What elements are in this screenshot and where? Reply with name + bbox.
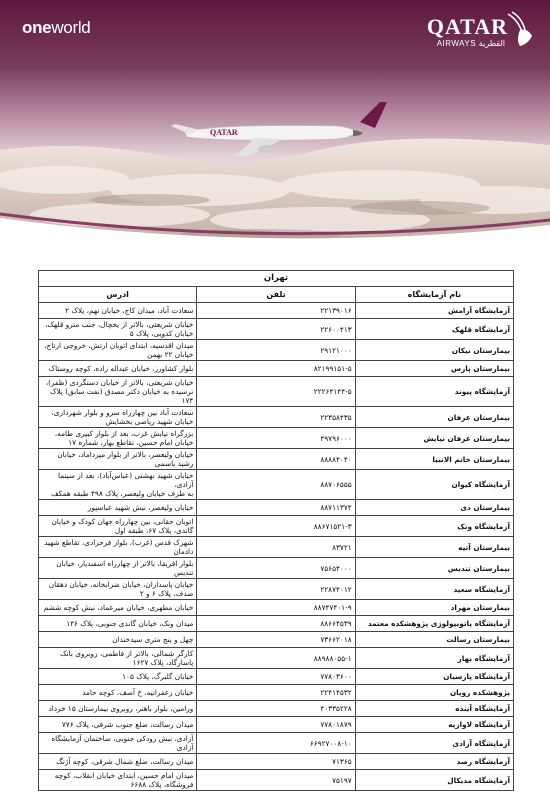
cell-address: خیابان ولیعصر، نبش شهید عباسپور — [39, 500, 197, 516]
cell-address: خیابان شهید بهشتی (عباس‌آباد)، بعد از سینما آزادی، به طرف خیابان ولیعصر، پلاک ۴۹۸ طبقه همکف — [39, 470, 197, 500]
cell-name: آزمایشگاه سعید — [355, 579, 513, 600]
table-row — [39, 407, 514, 428]
cell-name: آزمایشگاه قلهک — [355, 319, 513, 340]
table-row — [39, 685, 514, 701]
cell-phone: ۸۸۸۸۴۰۴۰ — [197, 449, 355, 470]
cell-phone: ۸۸۷۴۷۴۰۱-۹ — [197, 600, 355, 616]
cell-address: خیابان گلبرگ، پلاک ۱۰۵ — [39, 669, 197, 685]
cell-phone: ۷۷۸۰۳۶۰۰ — [197, 669, 355, 685]
cell-name: آزمایشگاه مدیکال — [355, 770, 513, 791]
cell-name: بیمارستان عرفان نیایش — [355, 428, 513, 449]
oneworld-logo: oneworld — [22, 18, 91, 37]
laboratories-table — [38, 270, 514, 791]
cell-address: میدان اقدسیه، ابتدای اتوبان ارتش، خروجی ارتاج، خیابان ۲۲ بهمن — [39, 340, 197, 361]
table-row — [39, 537, 514, 558]
table-body — [39, 303, 514, 791]
cell-name: بیمارستان رسالت — [355, 632, 513, 648]
cell-phone: ۸۳۷۲۱ — [197, 537, 355, 558]
cell-name: آزمایشگاه لاوازیه — [355, 717, 513, 733]
cell-address: خیابان پاسداران، خیابان ضرابخانه، خیابان دهقان صدف، پلاک ۶ و ۲ — [39, 579, 197, 600]
cell-phone: ۷۳۶۶۲۰۱۸ — [197, 632, 355, 648]
cell-address: اتوبان حقانی، بین چهارراه جهان کودک و خیابان گاندی، پلاک ۶۷، طبقه اول — [39, 516, 197, 537]
cell-name: آزمایشگاه پاتوبیولوژی پژوهشکده معتمد — [355, 616, 513, 632]
cell-address: میدان امام حسین، ابتدای خیابان انقلاب، کوچه فروشگاه، پلاک ۶۶۸۸ — [39, 770, 197, 791]
cell-phone: ۸۸۶۶۴۵۳۹ — [197, 616, 355, 632]
banner — [0, 0, 550, 262]
column-header-address: ادرس — [39, 287, 197, 303]
cell-phone: ۴۰۳۳۵۲۲۸ — [197, 701, 355, 717]
cell-address: خیابان ولیعصر، بالاتر از بلوار میرداماد، خیابان رشید یاسمی — [39, 449, 197, 470]
table-row — [39, 319, 514, 340]
cell-phone: ۷۵۶۵۴۰۰۰ — [197, 558, 355, 579]
cell-address: میدان رسالت، ضلع شمال شرقی، کوچه آژنگ — [39, 754, 197, 770]
table-row — [39, 361, 514, 377]
cell-phone: ۸۸۷۱۱۳۷۴ — [197, 500, 355, 516]
cell-name: بیمارستان دی — [355, 500, 513, 516]
cell-name: بیمارستان آتیه — [355, 537, 513, 558]
table-row — [39, 632, 514, 648]
cell-name: آزمایشگاه رصد — [355, 754, 513, 770]
cell-phone: ۷۷۸۰۱۸۷۹ — [197, 717, 355, 733]
table-row — [39, 717, 514, 733]
cell-address: بلوار افریقا، بالاتر از چهارراه اسفندیار، خیابان تندیس — [39, 558, 197, 579]
table-row — [39, 558, 514, 579]
table-row — [39, 340, 514, 361]
cell-name: بیمارستان تندیس — [355, 558, 513, 579]
cell-name: آزمایشگاه ونک — [355, 516, 513, 537]
cell-name: آزمایشگاه کیوان — [355, 470, 513, 500]
cell-phone: ۲۲۸۷۴۰۱۲ — [197, 579, 355, 600]
cell-name: آزمایشگاه بهار — [355, 648, 513, 669]
cell-phone: ۴۹۷۹۶۰۰۰ — [197, 428, 355, 449]
table-row — [39, 449, 514, 470]
cell-address: شهرک قدس (غرب)، بلوار فرحزادی، تقاطع شهید دادمان — [39, 537, 197, 558]
table-row — [39, 648, 514, 669]
cell-name: بیمارستان پارس — [355, 361, 513, 377]
cell-phone: ۲۲۲۶۴۱۴۴-۵ — [197, 377, 355, 407]
cell-address: کارگر شمالی، بالاتر از فاطمی، روبروی بانک پاسارگاد، پلاک ۱۶۲۷ — [39, 648, 197, 669]
cell-phone: ۷۵۱۹۷ — [197, 770, 355, 791]
table-row — [39, 516, 514, 537]
cell-phone: ۸۲۱۹۹۱۵۱-۵ — [197, 361, 355, 377]
cell-name: بیمارستان مهراد — [355, 600, 513, 616]
table-row — [39, 303, 514, 319]
cell-phone: ۲۲۴۱۴۵۳۲ — [197, 685, 355, 701]
column-header-name: نام آزمایشگاه — [355, 287, 513, 303]
cell-address: میدان رسالت، ضلع جنوب شرقی، پلاک ۷۷۶ — [39, 717, 197, 733]
cell-phone: ۲۲۶۰۰۴۱۳ — [197, 319, 355, 340]
qatar-airways-subtitle: AIRWAYS القطرية — [436, 39, 505, 48]
cell-phone: ۸۸۹۸۸۰۵۵-۱ — [197, 648, 355, 669]
cell-address: میدان ونک، خیابان گاندی جنوبی، پلاک ۱۴۶ — [39, 616, 197, 632]
cell-address: سعادت آباد، میدان کاج، خیابان نهم، پلاک ۲ — [39, 303, 197, 319]
table-row — [39, 616, 514, 632]
cell-name: بیمارستان نیکان — [355, 340, 513, 361]
table-row — [39, 600, 514, 616]
svg-text:QATAR: QATAR — [210, 128, 238, 137]
cell-phone: ۸۸۶۷۱۵۲۱-۳ — [197, 516, 355, 537]
cell-address: آزادی، نبش رودکی جنوبی، ساختمان آزمایشگاه آزادی — [39, 733, 197, 754]
table-row — [39, 428, 514, 449]
cell-address: ورامین، بلوار باهنر، روبروی بیمارستان ۱۵ خرداد — [39, 701, 197, 717]
cell-phone: ۸۸۷۰۶۵۵۵ — [197, 470, 355, 500]
table-row — [39, 754, 514, 770]
cell-name: آزمایشگاه پیوند — [355, 377, 513, 407]
cell-address: بزرگراه نیایش غرب، بعد از بلوار کبیری طامه، خیابان امام حسین، تقاطع بهار، شماره ۱۷ — [39, 428, 197, 449]
cell-address: خیابان زعفرانیه، خ آصف، کوچه حامد — [39, 685, 197, 701]
cell-phone: ۲۲۳۵۸۴۳۵ — [197, 407, 355, 428]
table-row — [39, 579, 514, 600]
cell-name: بیمارستان عرفان — [355, 407, 513, 428]
table-row — [39, 669, 514, 685]
table-row — [39, 377, 514, 407]
cell-phone: ۲۹۱۲۱۰۰۰ — [197, 340, 355, 361]
cell-address: خیابان شریعتی، بالاتر از یخچال، جنب مترو قلهک، خیابان کدویی، پلاک ۵ — [39, 319, 197, 340]
cell-name: آزمایشگاه آرامش — [355, 303, 513, 319]
qatar-airways-logo: QATAR — [426, 14, 508, 39]
cell-name: آزمایشگاه آینده — [355, 701, 513, 717]
cell-name: پژوهشکده رویان — [355, 685, 513, 701]
cell-address: چهل و پنج متری سیدخندان — [39, 632, 197, 648]
cell-address: بلوار کشاورز، خیابان عبداله زاده، کوچه روستاک — [39, 361, 197, 377]
cell-name: آزمایشگاه پارسیان — [355, 669, 513, 685]
oryx-logo-icon — [504, 10, 536, 50]
cell-name: بیمارستان خاتم الانبیا — [355, 449, 513, 470]
cell-address: خیابان شریعتی، بالاتر از خیابان دستگردی (ظفر)، نرسیده به خیابان دکتر مصدق (نفت سابق) پلاک ۱۷۴ — [39, 377, 197, 407]
table-row — [39, 701, 514, 717]
cell-phone: ۷۱۳۶۵ — [197, 754, 355, 770]
table-row — [39, 770, 514, 791]
cell-phone: ۶۶۹۲۷۰۰۸-۱۰ — [197, 733, 355, 754]
city-header: تهران — [39, 271, 514, 287]
cell-name: آزمایشگاه آزادی — [355, 733, 513, 754]
cell-address: سعادت آباد بین چهارراه سرو و بلوار شهرداری، خیابان شهید ریاضی بخشایش — [39, 407, 197, 428]
table-row — [39, 733, 514, 754]
table-row — [39, 470, 514, 500]
cell-phone: ۲۲۱۳۹۰۱۶ — [197, 303, 355, 319]
table-row — [39, 500, 514, 516]
column-header-phone: تلفن — [197, 287, 355, 303]
cell-address: خیابان مطهری، خیابان میرعماد، نبش کوچه ششم — [39, 600, 197, 616]
